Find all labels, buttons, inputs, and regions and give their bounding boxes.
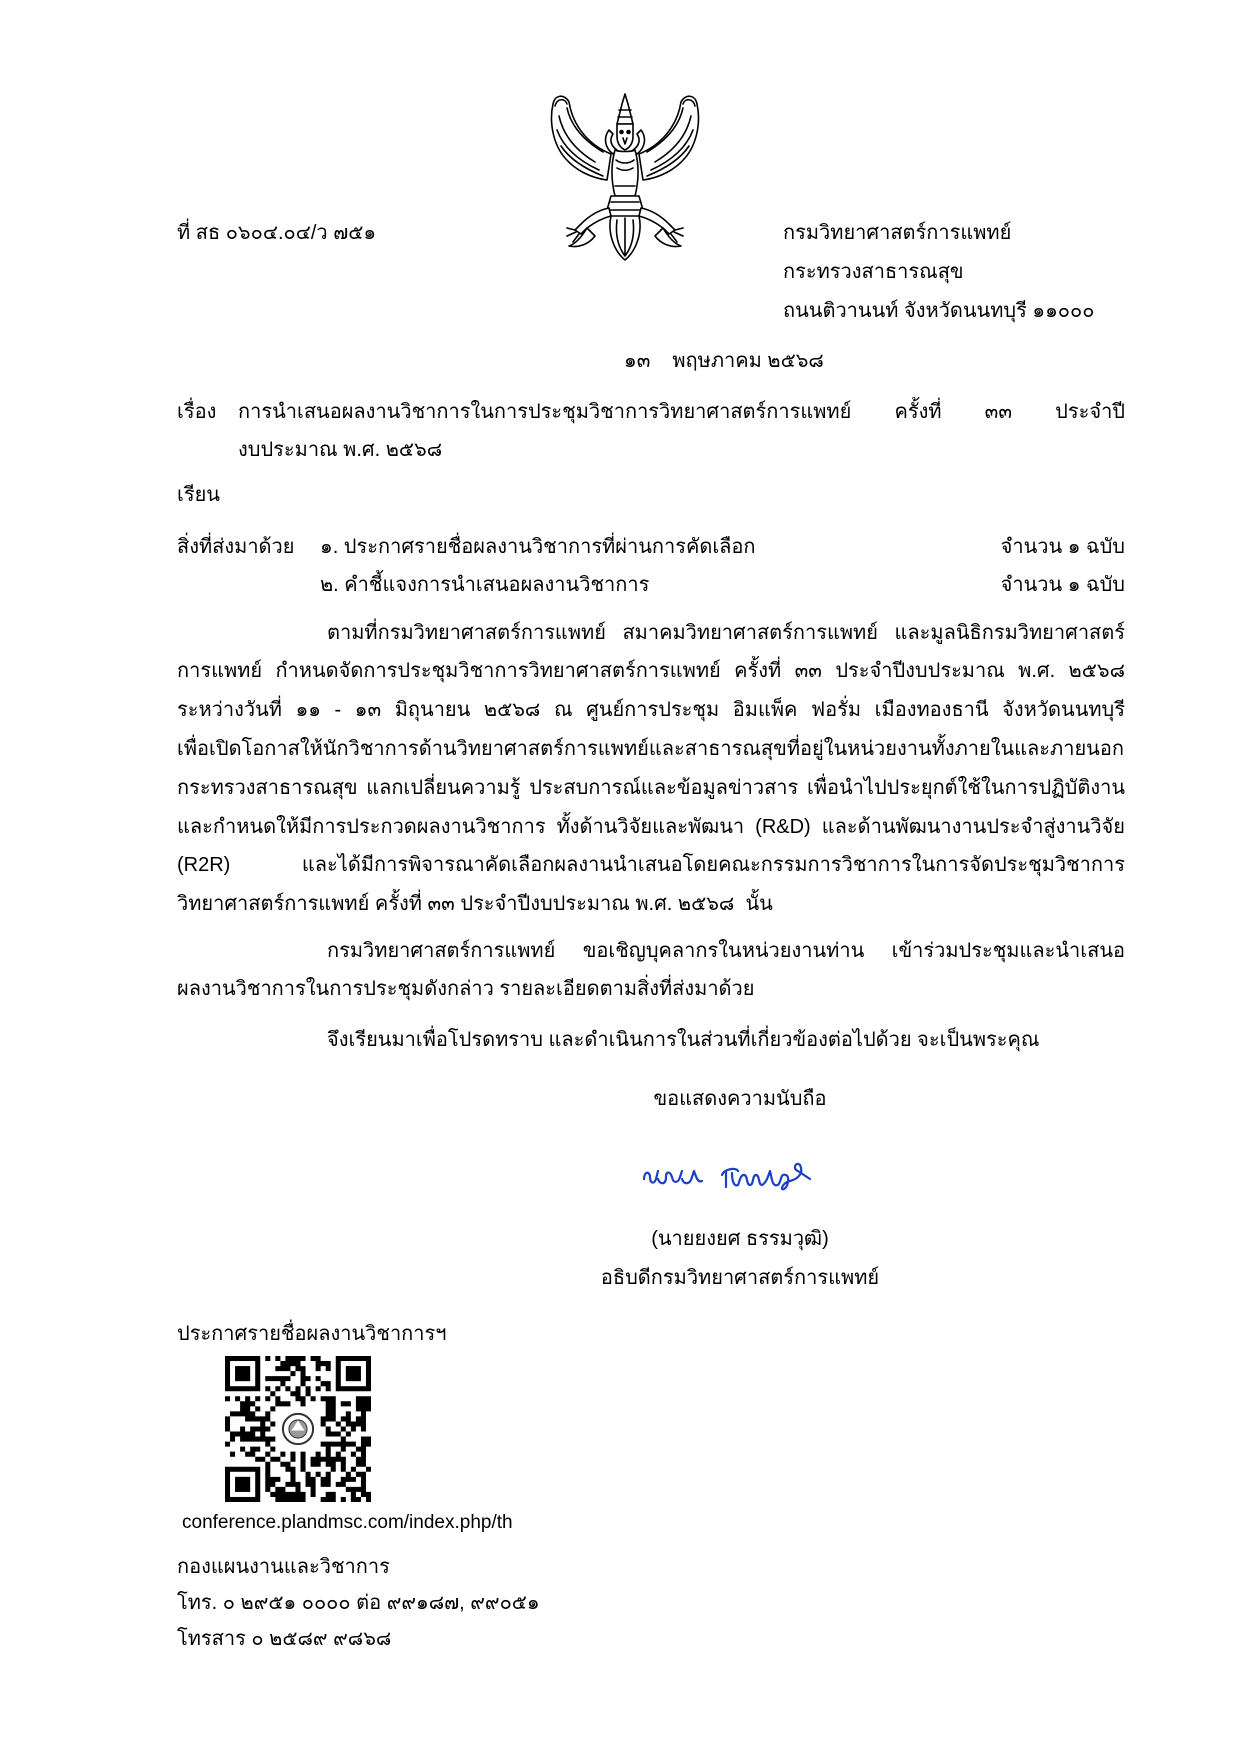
contact-office: กองแผนงานและวิชาการ: [177, 1555, 390, 1578]
paragraph-line: ระหว่างวันที่ ๑๑ - ๑๓ มิถุนายน ๒๕๖๘ ณ ศูนย์การประชุม อิมแพ็ค ฟอรั่ม เมืองทองธานี จังหวัดนนทบุรี: [177, 699, 1125, 722]
signer-title: อธิบดีกรมวิทยาศาสตร์การแพทย์: [600, 1267, 880, 1290]
date-day: ๑๓: [624, 350, 651, 373]
body-paragraph-3: [177, 1021, 1125, 1060]
paragraph-line: เพื่อเปิดโอกาสให้นักวิชาการด้านวิทยาศาสตร์การแพทย์และสาธารณสุขที่อยู่ในหน่วยงานทั้งภายในและภายนอก: [177, 737, 1124, 760]
salutation: เรียน: [177, 483, 220, 506]
paragraph-line: ตามที่กรมวิทยาศาสตร์การแพทย์ สมาคมวิทยาศาสตร์การแพทย์ และมูลนิธิกรมวิทยาศาสตร์: [327, 621, 1125, 644]
qr-finder-core: [235, 1477, 250, 1492]
enclosure-item-text: ๒. คำชี้แจงการนำเสนอผลงานวิชาการ: [320, 574, 650, 597]
paragraph-line: (R2R) และได้มีการพิจารณาคัดเลือกผลงานนำเสนอโดยคณะกรรมการวิชาการในการจัดประชุมวิชาการ: [177, 854, 1125, 877]
qr-finder-core: [235, 1366, 250, 1381]
enclosure-item: [320, 528, 1125, 567]
enclosure-item-quantity: จำนวน ๑ ฉบับ: [1000, 535, 1125, 558]
enclosure-list: [320, 528, 1125, 606]
qr-caption: ประกาศรายชื่อผลงานวิชาการฯ: [177, 1323, 447, 1346]
subject-line: งบประมาณ พ.ศ. ๒๕๖๘: [238, 439, 443, 462]
body-paragraph-1: [177, 614, 1125, 924]
letter-content: [177, 214, 1125, 1657]
paragraph-line: กรมวิทยาศาสตร์การแพทย์ ขอเชิญบุคลากรในหน่วยงานท่าน เข้าร่วมประชุมและนำเสนอ: [327, 939, 1125, 962]
letter-header: [177, 214, 1125, 330]
subject: [177, 393, 1125, 471]
enclosure-item-text: ๑. ประกาศรายชื่อผลงานวิชาการที่ผ่านการคัดเลือก: [320, 535, 756, 558]
qr-code-icon: [225, 1356, 371, 1502]
contact-footer: [177, 1549, 1125, 1657]
handwritten-signature-icon: [640, 1157, 840, 1197]
paragraph-line: กระทรวงสาธารณสุข แลกเปลี่ยนความรู้ ประสบการณ์และข้อมูลข่าวสาร เพื่อนำไปประยุกต์ใช้ในการปฏิบัติงาน: [177, 776, 1125, 799]
paragraph-line: และกำหนดให้มีการประกวดผลงานวิชาการ ทั้งด้านวิจัยและพัฒนา (R&D) และด้านพัฒนางานประจำสู่งานวิจัย: [177, 815, 1125, 838]
issuer-department: กรมวิทยาศาสตร์การแพทย์: [783, 222, 1012, 244]
signature-strokes: [644, 1164, 810, 1189]
paragraph-line: จึงเรียนมาเพื่อโปรดทราบ และดำเนินการในส่วนที่เกี่ยวข้องต่อไปด้วย จะเป็นพระคุณ: [327, 1029, 1040, 1052]
subject-line: การนำเสนอผลงานวิชาการในการประชุมวิชาการวิทยาศาสตร์การแพทย์ ครั้งที่ ๓๓ ประจำปี: [238, 400, 1125, 423]
reference-number: ที่ สธ ๐๖๐๔.๐๔/ว ๗๕๑: [177, 222, 377, 244]
enclosure-item-quantity: จำนวน ๑ ฉบับ: [1000, 574, 1125, 597]
qr-finder-core: [346, 1366, 361, 1381]
subject-label: เรื่อง: [177, 400, 217, 423]
letter-date: [177, 342, 1125, 381]
issuer-ministry: กระทรวงสาธารณสุข: [783, 260, 964, 283]
closing-phrase: ขอแสดงความนับถือ: [653, 1088, 827, 1111]
signer-name: (นายยงยศ ธรรมวุฒิ): [651, 1228, 829, 1251]
issuer-address: [783, 214, 1213, 330]
contact-phone: โทร. ๐ ๒๙๕๑ ๐๐๐๐ ต่อ ๙๙๑๘๗, ๙๙๐๕๑: [177, 1591, 540, 1614]
paragraph-line: การแพทย์ กำหนดจัดการประชุมวิชาการวิทยาศาสตร์การแพทย์ ครั้งที่ ๓๓ ประจำปีงบประมาณ พ.ศ. ๒๕๖๘: [177, 660, 1125, 683]
subject-text: [238, 393, 1125, 471]
paragraph-line: วิทยาศาสตร์การแพทย์ ครั้งที่ ๓๓ ประจำปีงบประมาณ พ.ศ. ๒๕๖๘ นั้น: [177, 893, 773, 916]
issuer-street: ถนนติวานนท์ จังหวัดนนทบุรี ๑๑๐๐๐: [783, 299, 1095, 322]
qr-url: conference.plandmsc.com/index.php/th: [182, 1512, 513, 1534]
paragraph-line: ผลงานวิชาการในการประชุมดังกล่าว รายละเอียดตามสิ่งที่ส่งมาด้วย: [177, 978, 755, 1001]
signature: [540, 1157, 940, 1197]
contact-fax: โทรสาร ๐ ๒๕๘๙ ๙๘๖๘: [177, 1627, 392, 1650]
signature-block: [540, 1080, 940, 1298]
qr-code: [225, 1356, 371, 1502]
date-month-year: พฤษภาคม ๒๕๖๘: [672, 350, 824, 373]
enclosures: [177, 528, 1125, 606]
body-paragraph-2: [177, 932, 1125, 1010]
enclosure-item: [320, 566, 1125, 605]
enclosures-label: สิ่งที่ส่งมาด้วย: [177, 535, 295, 558]
